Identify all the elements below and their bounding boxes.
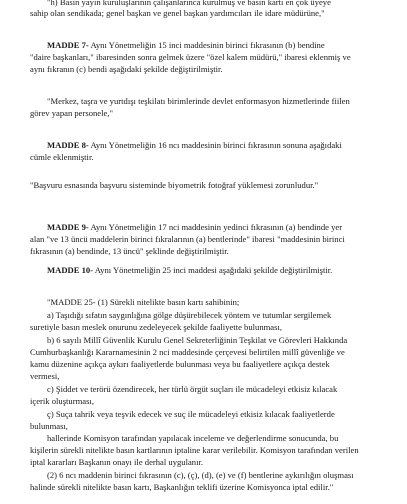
text-line: cümle eklenmiştir.	[30, 152, 94, 162]
quote-line: b) 6 sayılı Millî Güvenlik Kurulu Genel Sekreterliğinin Teşkilat ve Görevleri Hakkında	[47, 335, 348, 345]
quote-line: halinde sürekli nitelikte basın kartı, Başkanlığın teklifi üzerine Komisyonca iptal edilir."	[30, 482, 334, 492]
quote-line: hallerinde Komisyon tarafından yapılacak inceleme ve değerlendirme sonucunda, bu	[47, 433, 339, 443]
quote-line: Cumhurbaşkanlığı Kararnamesinin 2 nci maddesinde çerçevesi belirtilen millî güvenliğe ve	[30, 347, 345, 357]
text-line: sahip olan sendikada; genel başkan ve genel başkan yardımcıları ile idare müdürüne,"	[30, 8, 325, 18]
quote-line: içerik oluşturması,	[30, 396, 94, 406]
text-line: Aynı Yönetmeliğin 17 nci maddesinin yedinci fıkrasının (a) bendinde yer	[88, 222, 343, 232]
paragraph-line	[47, 140, 342, 151]
quote-line: kamu düzenine açıkça aykırı faaliyetlerde bulunması veya bu faaliyetlere açıkça destek	[30, 359, 330, 369]
quote-line: "Merkez, taşra ve yurtdışı teşkilatı birimlerinde devlet enformasyon hizmetlerinde fiilen	[47, 96, 350, 106]
text-line: Aynı Yönetmeliğin 15 inci maddesinin birinci fıkrasının (b) bendine	[88, 40, 325, 50]
paragraph-line	[47, 265, 332, 276]
text-line: Aynı Yönetmeliğin 16 ncı maddesinin birinci fıkrasının sonuna aşağıdaki	[88, 140, 342, 150]
quote-line: iptal kararları Başkanın onayı ile derhal uygulanır.	[30, 457, 204, 467]
quote-line: a) Taşıdığı sıfatın saygınlığına gölge düşürebilecek yöntem ve tutumlar sergilemek	[47, 310, 332, 320]
quote-line: "Başvuru esnasında başvuru sisteminde biyometrik fotoğraf yüklemesi zorunludur."	[30, 180, 319, 190]
quote-line: (2) 6 ncı maddenin birinci fıkrasının (c), (ç), (d), (e) ve (f) bentlerine aykırılığın oluşması	[47, 470, 354, 480]
paragraph-line	[47, 40, 325, 51]
text-line: aynı fıkranın (c) bendi aşağıdaki şekilde değiştirilmiştir.	[30, 64, 223, 74]
quote-line: görev yapan personele,"	[30, 108, 113, 118]
quote-line: ç) Suça tahrik veya teşvik edecek ve suç ile mücadeleyi etkisiz kılacak faaliyetlerde	[47, 409, 335, 419]
quote-line: c) Şiddet ve terörü özendirecek, her türlü örgüt suçları ile mücadeleyi etkisiz kılacak	[47, 384, 338, 394]
article-label: MADDE 9-	[47, 222, 89, 232]
text-line: "h) Basın yayın kuruluşlarının çalışanlarınca kurulmuş ve basın kartı en çok üyeye	[47, 0, 331, 7]
text-line: alan "ve 13 üncü maddelerin birinci fıkralarının (a) bentlerinde" ibaresi "maddesinin birinci	[30, 234, 345, 244]
paragraph-line	[47, 222, 342, 233]
article-label: MADDE 7-	[47, 40, 89, 50]
text-line: Aynı Yönetmeliğin 25 inci maddesi aşağıdaki şekilde değiştirilmiştir.	[93, 265, 333, 275]
text-line: "daire başkanları," ibaresinden sonra gelmek üzere "özel kalem müdürü," ibaresi eklenmiş ve	[30, 52, 351, 62]
quote-line: "MADDE 25- (1) Sürekli nitelikte basın kartı sahibinin;	[47, 297, 240, 307]
quote-line: suretiyle basın meslek onurunu zedeleyecek şekilde faaliyette bulunması,	[30, 322, 282, 332]
text-line: fıkrasının (a) bendinde, 13 üncü" şeklinde değiştirilmiştir.	[30, 246, 229, 256]
quote-line: bulunması,	[30, 421, 68, 431]
article-label: MADDE 8-	[47, 140, 89, 150]
article-label: MADDE 10-	[47, 265, 94, 275]
quote-line: kişilerin sürekli nitelikte basın kartlarının iptaline karar verilebilir. Komisyon tarafından verilen	[30, 445, 359, 455]
quote-line: vermesi,	[30, 371, 60, 381]
